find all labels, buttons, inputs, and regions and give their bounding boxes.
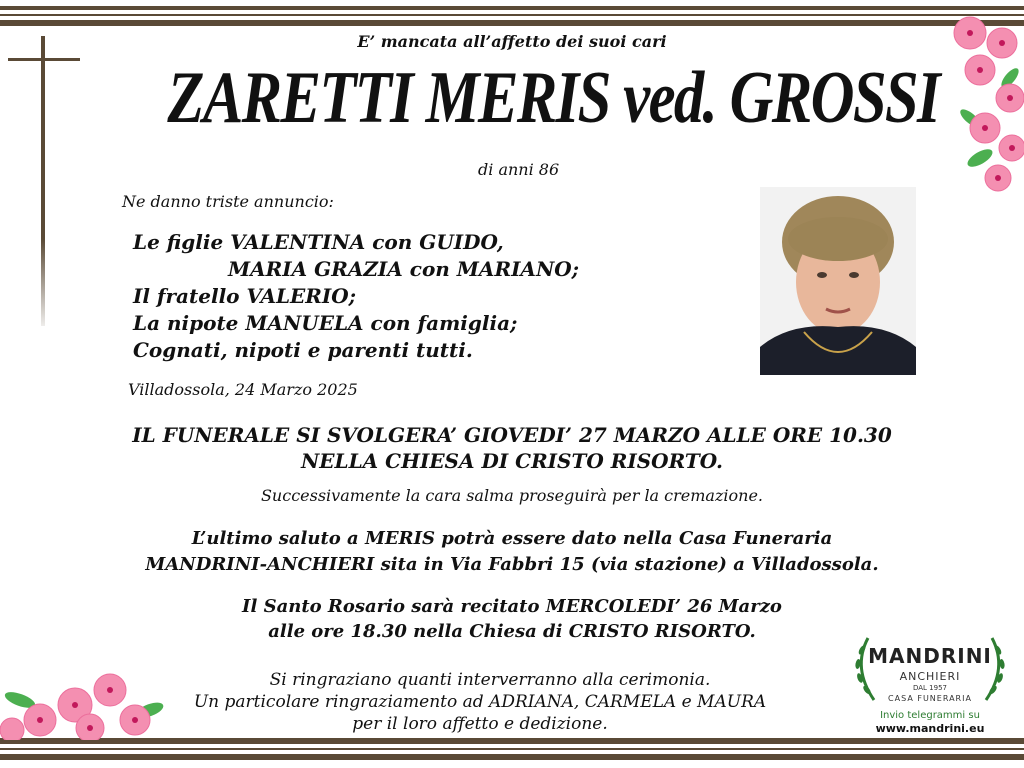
thanks-line: Si ringraziano quanti interverranno alla cerimonia. — [269, 670, 711, 690]
family-line: Le figlie VALENTINA con GUIDO, — [133, 230, 504, 254]
funeral-line: IL FUNERALE SI SVOLGERA’ GIOVEDI’ 27 MARZO ALLE ORE 10.30 — [132, 423, 892, 447]
top-border-thick — [0, 20, 1024, 26]
bottom-border — [0, 754, 1024, 760]
website-link[interactable]: www.mandrini.eu — [875, 722, 985, 735]
mandrini-logo — [850, 630, 1010, 740]
logo-brand: MANDRINI — [868, 644, 992, 668]
rosary-line: Il Santo Rosario sarà recitato MERCOLEDI’ 26 Marzo — [242, 596, 782, 617]
intro-text: E’ mancata all’affetto dei suoi cari — [357, 32, 667, 51]
bottom-border-thin — [0, 748, 1024, 750]
funeral-line: NELLA CHIESA DI CRISTO RISORTO. — [301, 449, 723, 473]
thanks-line: Un particolare ringraziamento ad ADRIANA, CARMELA e MAURA — [193, 692, 767, 712]
thanks-line: per il loro affetto e dedizione. — [352, 714, 608, 734]
family-line: Cognati, nipoti e parenti tutti. — [133, 338, 473, 362]
telegram-text: Invio telegrammi su — [880, 710, 980, 721]
family-line: Il fratello VALERIO; — [133, 284, 357, 308]
place-date: Villadossola, 24 Marzo 2025 — [128, 380, 358, 399]
logo-sub: ANCHIERI — [899, 670, 961, 683]
logo-since: DAL 1957 — [913, 684, 947, 692]
farewell-line: MANDRINI-ANCHIERI sita in Via Fabbri 15 (via stazione) a Villadossola. — [145, 554, 879, 575]
farewell-line: L’ultimo saluto a MERIS potrà essere dato nella Casa Funeraria — [191, 528, 833, 549]
top-border-thin — [0, 14, 1024, 16]
family-line: MARIA GRAZIA con MARIANO; — [228, 257, 580, 281]
announcement-text: Ne danno triste annuncio: — [122, 192, 334, 211]
cremation-text: Successivamente la cara salma proseguirà per la cremazione. — [260, 486, 764, 505]
rosary-line: alle ore 18.30 nella Chiesa di CRISTO RISORTO. — [268, 621, 756, 642]
portrait-photo — [760, 187, 916, 375]
cross-bar — [8, 58, 80, 61]
top-border — [0, 6, 1024, 10]
logo-type: CASA FUNERARIA — [888, 694, 972, 703]
family-line: La nipote MANUELA con famiglia; — [133, 311, 518, 335]
cross-icon — [41, 36, 45, 326]
age-text: di anni 86 — [478, 160, 560, 179]
deceased-name: ZARETTI MERIS ved. GROSSI — [167, 57, 940, 139]
